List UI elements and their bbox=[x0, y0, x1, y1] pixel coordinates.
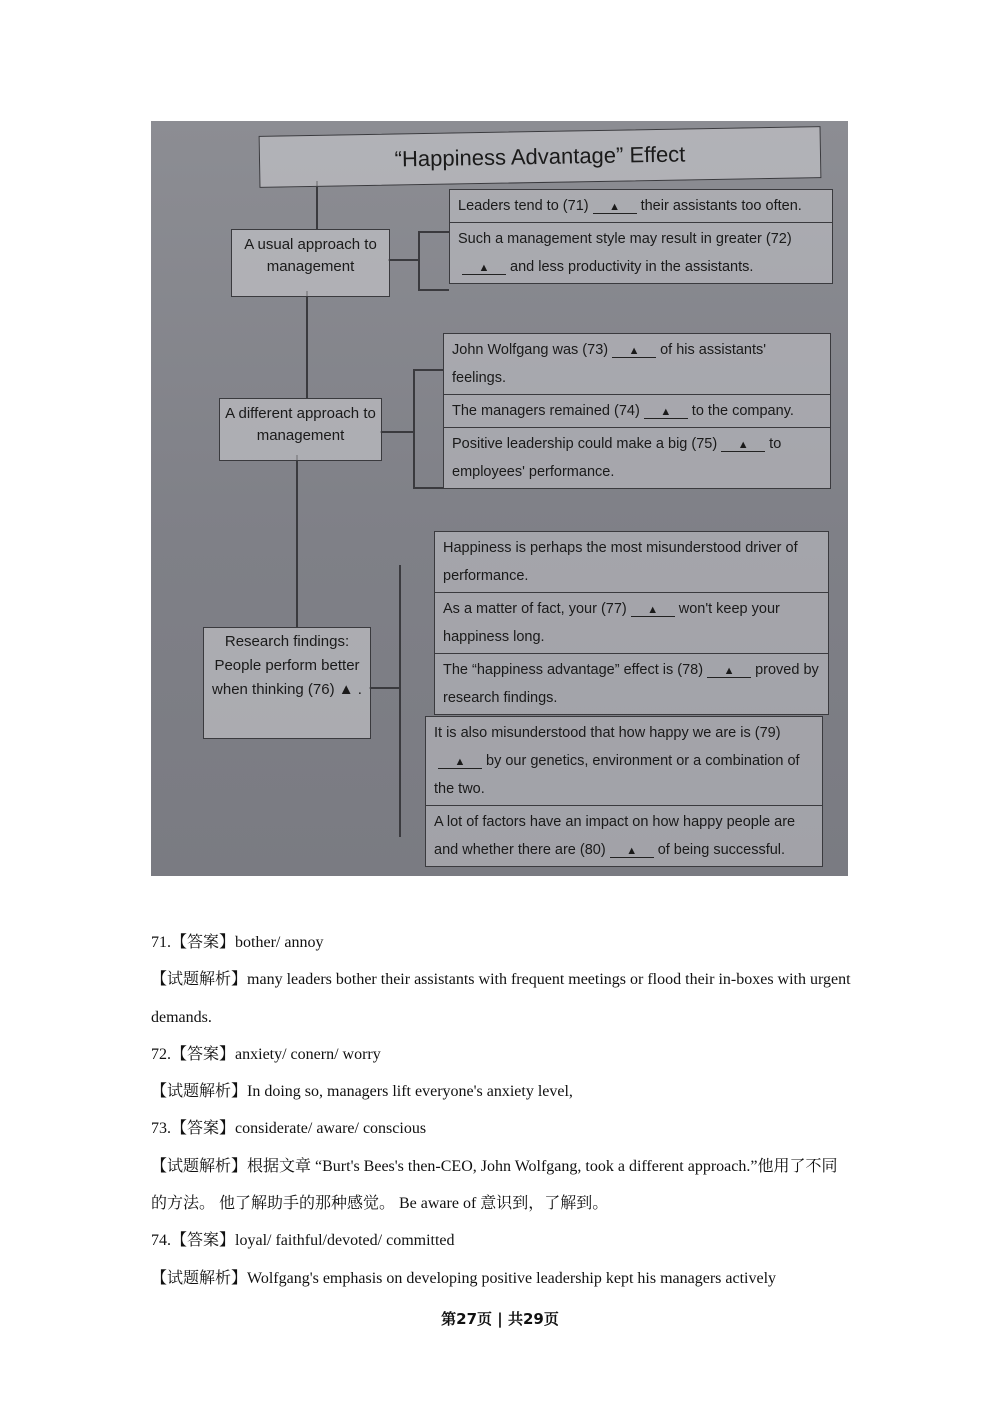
answer-text: considerate/ aware/ conscious bbox=[235, 1120, 427, 1138]
answer-73 bbox=[151, 1110, 851, 1147]
analysis-text: 根据文章 “Burt's Bees's then-CEO, John Wolfgang, took a different approach.”他用了不同的方法。 他了解助手的那种感觉。 Be aware of 意识到，了解到。 bbox=[151, 1157, 838, 1213]
usual-approach-box: A usual approach to management bbox=[231, 229, 390, 297]
row-text: Happiness is perhaps the most misunderstood driver of performance. bbox=[443, 540, 798, 584]
row-text: The “happiness advantage” effect is (78) bbox=[443, 662, 704, 678]
blank-marker: ▲ bbox=[631, 604, 675, 617]
analysis-73 bbox=[151, 1148, 851, 1223]
blank-marker: ▲ bbox=[612, 345, 656, 358]
diagram-photo bbox=[151, 121, 848, 876]
row-text: won't keep your happiness long. bbox=[443, 601, 780, 645]
analysis-72 bbox=[151, 1073, 851, 1110]
blank-marker: ▲ bbox=[462, 262, 506, 275]
answer-section bbox=[151, 924, 851, 1297]
analysis-tag: 【试题解析】 bbox=[151, 971, 248, 989]
connector-line bbox=[418, 289, 449, 291]
detail-74 bbox=[444, 395, 830, 428]
connector-line bbox=[413, 487, 443, 489]
row-text: their assistants too often. bbox=[640, 198, 802, 214]
answer-tag: 【答案】 bbox=[171, 1120, 236, 1138]
answer-72 bbox=[151, 1036, 851, 1073]
blank-marker: ▲ bbox=[610, 845, 654, 858]
blank-marker: ▲ bbox=[438, 756, 482, 769]
connector-line bbox=[418, 231, 420, 291]
analysis-text: many leaders bother their assistants with frequent meetings or flood their in-boxes with urgent demands. bbox=[151, 971, 851, 1026]
connector-line bbox=[369, 687, 399, 689]
answer-text: anxiety/ conern/ worry bbox=[235, 1045, 381, 1063]
analysis-71 bbox=[151, 961, 851, 1036]
blank-marker: ▲ bbox=[644, 406, 688, 419]
answer-71 bbox=[151, 924, 851, 961]
answer-number: 74. bbox=[151, 1232, 171, 1250]
different-approach-details bbox=[443, 333, 831, 489]
connector-line bbox=[388, 259, 418, 261]
row-text: John Wolfgang was (73) bbox=[452, 342, 609, 358]
analysis-tag: 【试题解析】 bbox=[151, 1083, 248, 1101]
detail-71 bbox=[450, 190, 832, 223]
analysis-tag: 【试题解析】 bbox=[151, 1157, 248, 1175]
connector-line bbox=[413, 369, 415, 489]
page-footer: 第27页 | 共29页 bbox=[441, 1310, 559, 1328]
row-text: to the company. bbox=[691, 403, 794, 419]
row-text: As a matter of fact, your (77) bbox=[443, 601, 627, 617]
row-text: of his assistants' feelings. bbox=[452, 342, 767, 386]
blank-marker: ▲ bbox=[707, 665, 751, 678]
detail-75 bbox=[444, 428, 830, 488]
answer-tag: 【答案】 bbox=[171, 934, 236, 951]
research-findings-details-2 bbox=[425, 716, 823, 867]
row-text: of being successful. bbox=[657, 842, 786, 858]
detail-79 bbox=[426, 717, 822, 806]
row-text: to employees' performance. bbox=[452, 436, 782, 480]
analysis-text: Wolfgang's emphasis on developing positive leadership kept his managers actively bbox=[247, 1269, 777, 1287]
different-approach-box: A different approach to management bbox=[219, 398, 382, 461]
analysis-74 bbox=[151, 1260, 851, 1297]
diagram-title: “Happiness Advantage” Effect bbox=[259, 126, 822, 188]
analysis-text: In doing so, managers lift everyone's anxiety level, bbox=[247, 1083, 573, 1101]
blank-marker: ▲ bbox=[593, 201, 637, 214]
answer-number: 73. bbox=[151, 1120, 171, 1138]
answer-tag: 【答案】 bbox=[171, 1232, 236, 1250]
research-findings-details bbox=[434, 531, 829, 715]
detail-80 bbox=[426, 806, 822, 866]
blank-marker: ▲ bbox=[721, 439, 765, 452]
answer-text: bother/ annoy bbox=[235, 934, 324, 951]
detail-misunderstood bbox=[435, 532, 828, 593]
connector-line bbox=[418, 231, 449, 233]
row-text: Such a management style may result in greater (72) bbox=[458, 231, 792, 247]
row-text: by our genetics, environment or a combination of the two. bbox=[434, 753, 800, 797]
analysis-tag: 【试题解析】 bbox=[151, 1269, 248, 1287]
answer-tag: 【答案】 bbox=[171, 1045, 236, 1063]
research-findings-box: Research findings: People perform better when thinking (76) ▲ . bbox=[203, 627, 371, 739]
row-text: proved by research findings. bbox=[443, 662, 819, 706]
row-text: The managers remained (74) bbox=[452, 403, 640, 419]
row-text: It is also misunderstood that how happy we are is (79) bbox=[434, 725, 781, 741]
detail-78 bbox=[435, 654, 828, 714]
detail-72 bbox=[450, 223, 832, 283]
answer-text: loyal/ faithful/devoted/ committed bbox=[235, 1232, 455, 1250]
connector-line bbox=[296, 455, 298, 627]
detail-73 bbox=[444, 334, 830, 395]
answer-number: 72. bbox=[151, 1045, 171, 1063]
connector-line bbox=[413, 369, 443, 371]
detail-77 bbox=[435, 593, 828, 654]
connector-line bbox=[399, 565, 401, 837]
row-text: A lot of factors have an impact on how happy people are and whether there are (80) bbox=[434, 814, 796, 858]
usual-approach-details bbox=[449, 189, 833, 284]
row-text: and less productivity in the assistants. bbox=[510, 259, 754, 275]
connector-line bbox=[306, 291, 308, 398]
row-text: Leaders tend to (71) bbox=[458, 198, 589, 214]
connector-line bbox=[316, 181, 318, 229]
answer-74 bbox=[151, 1222, 851, 1259]
row-text: Positive leadership could make a big (75) bbox=[452, 436, 718, 452]
connector-line bbox=[380, 431, 413, 433]
answer-number: 71. bbox=[151, 934, 171, 951]
